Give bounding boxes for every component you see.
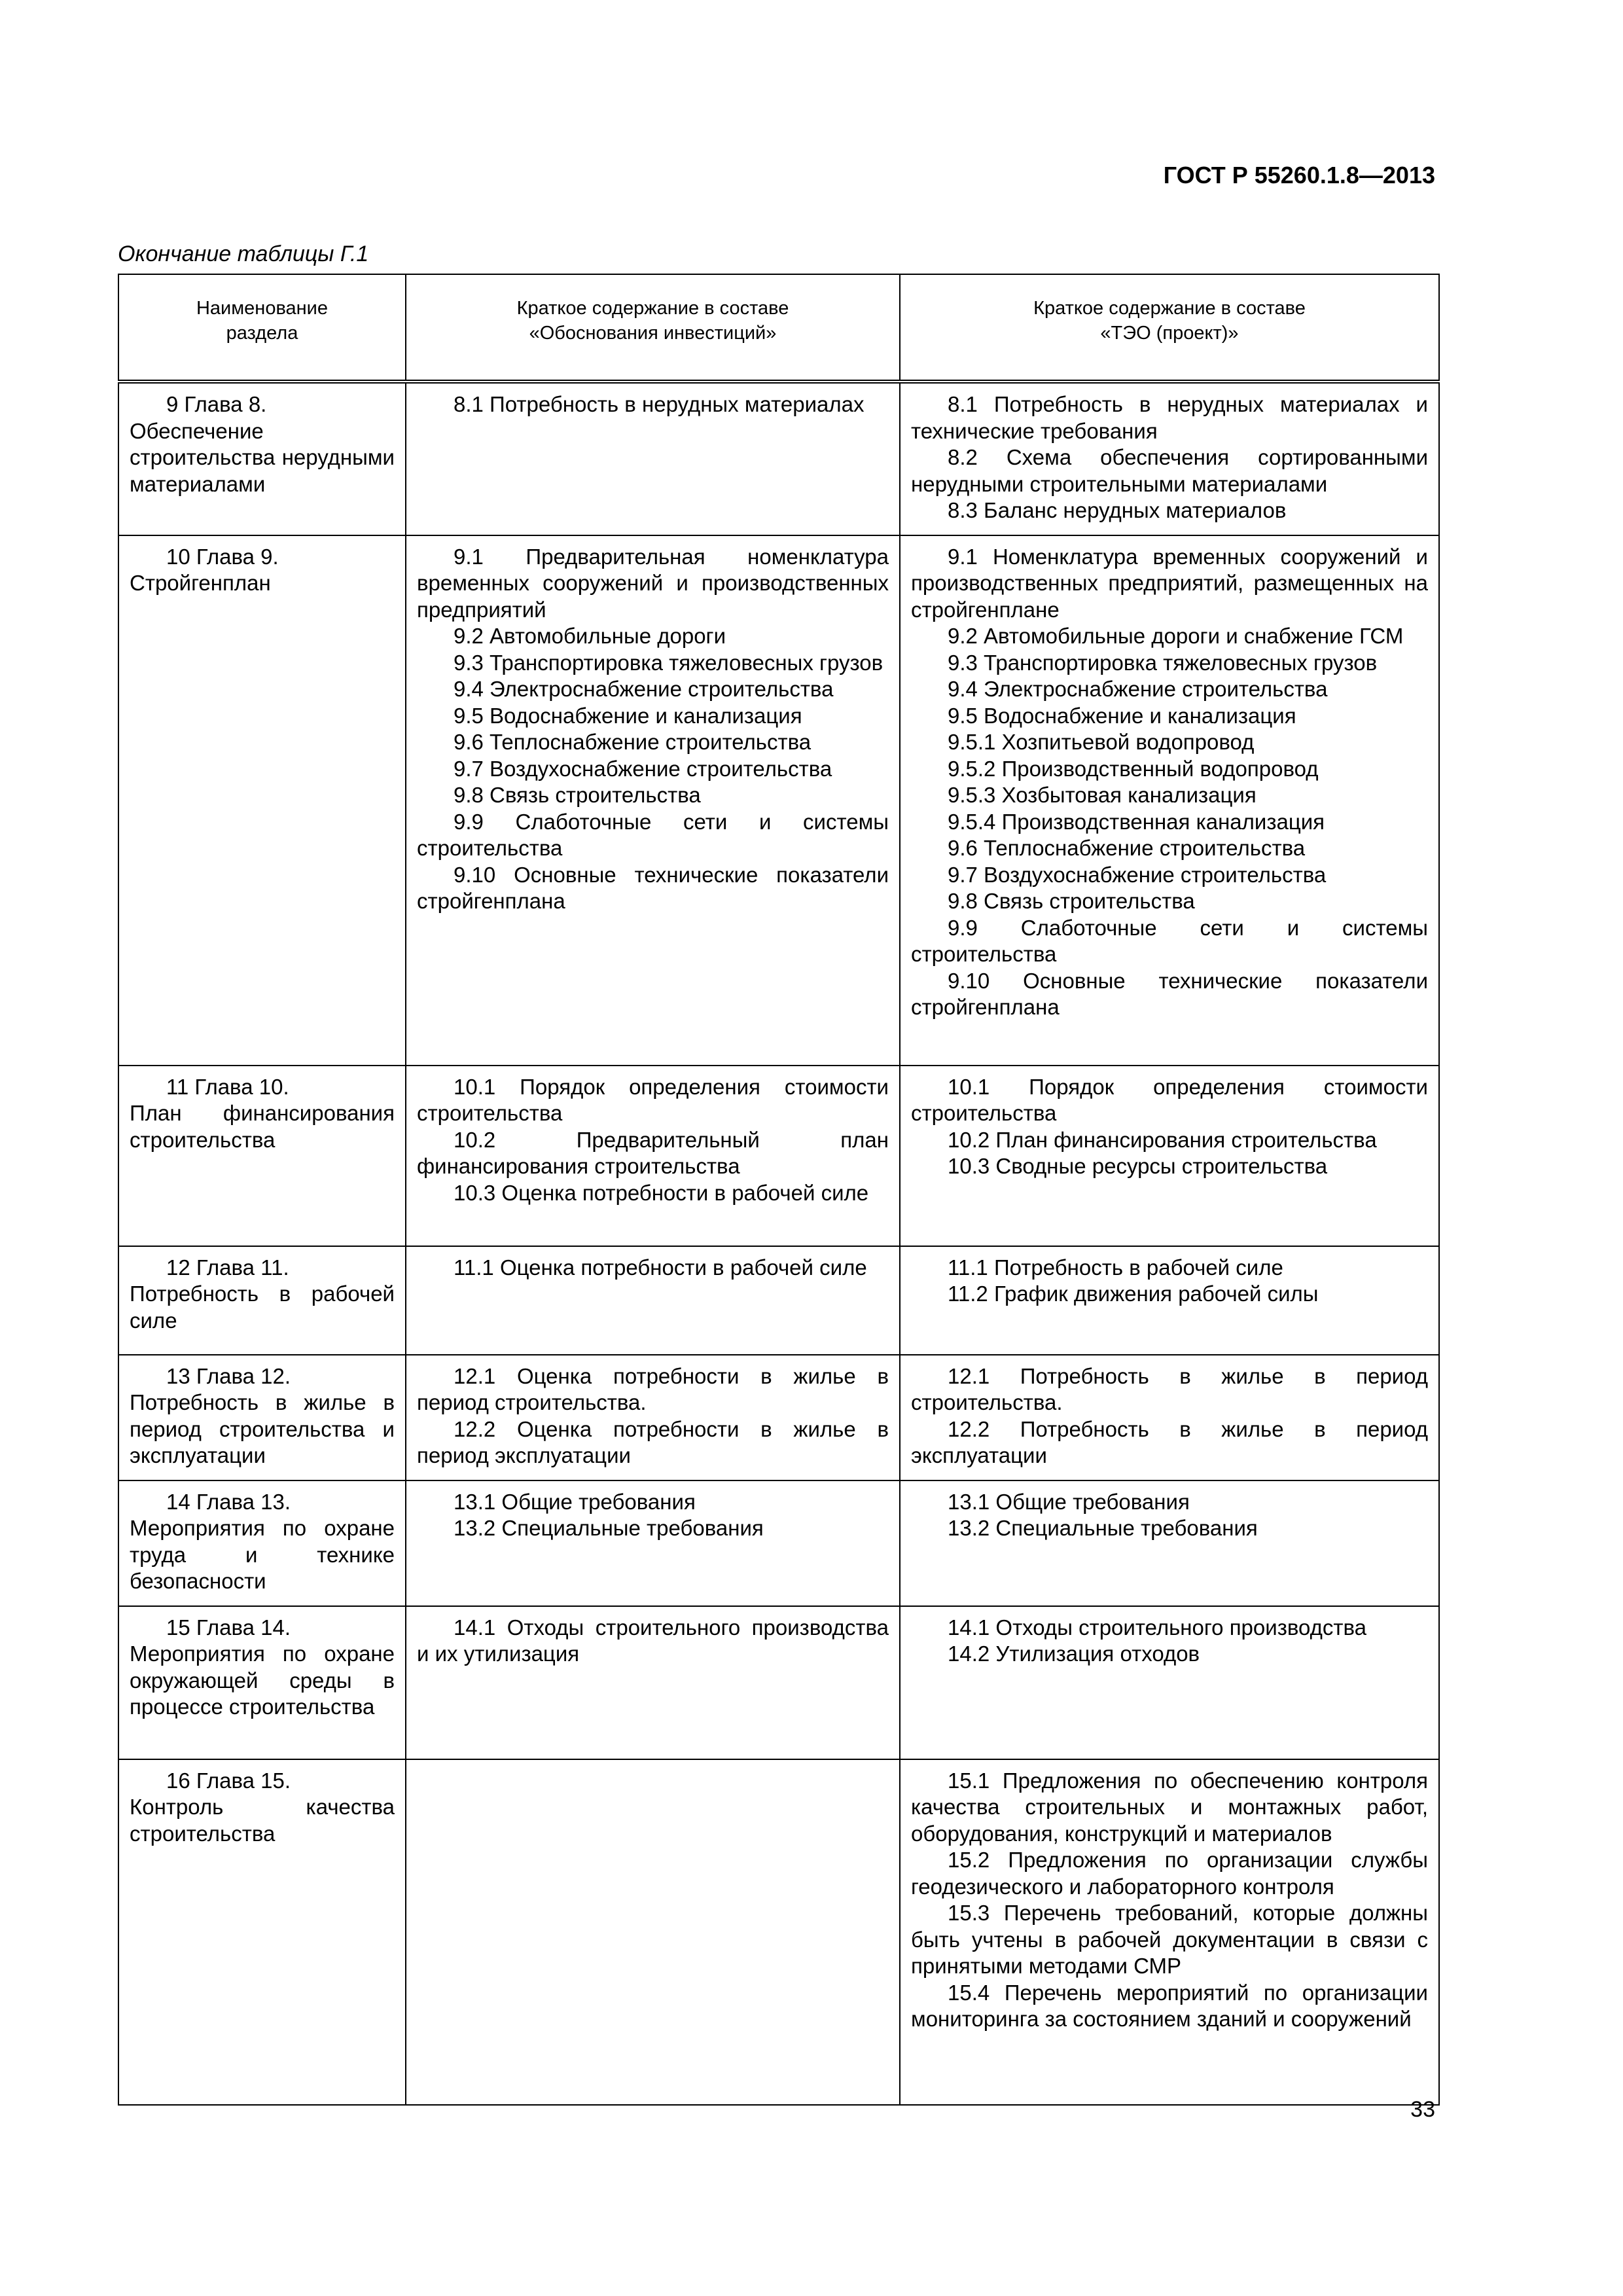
feasibility-item: 13.1 Общие требования [948, 1489, 1190, 1514]
investment-item: 9.9 Слаботочные сети и системы строительства [417, 809, 889, 860]
document-code: ГОСТ Р 55260.1.8—2013 [1163, 162, 1435, 188]
section-number: 11 Глава 10. [166, 1074, 289, 1099]
feasibility-item: 10.3 Сводные ресурсы строительства [948, 1154, 1328, 1178]
investment-item: 9.8 Связь строительства [454, 783, 701, 807]
feasibility-item: 11.1 Потребность в рабочей силе [948, 1255, 1283, 1280]
header-line: Краткое содержание в составе [516, 298, 789, 319]
table-header-row [118, 274, 1439, 382]
feasibility-cell [900, 1480, 1439, 1606]
feasibility-item: 8.1 Потребность в нерудных материалах и технические требования [911, 392, 1428, 443]
feasibility-item: 9.5.4 Производственная канализация [948, 809, 1325, 834]
feasibility-cell [900, 1355, 1439, 1480]
section-cell [118, 1606, 406, 1759]
table-caption: Окончание таблицы Г.1 [118, 242, 369, 266]
feasibility-item: 10.1 Порядок определения стоимости строительства [911, 1074, 1428, 1125]
investment-item: 13.1 Общие требования [454, 1489, 696, 1514]
investment-item: 11.1 Оценка потребности в рабочей силе [454, 1255, 867, 1280]
table-row [118, 1606, 1439, 1759]
investment-item: 9.3 Транспортировка тяжеловесных грузов [454, 650, 883, 675]
investment-cell [406, 1066, 900, 1246]
feasibility-item: 10.2 План финансирования строительства [948, 1127, 1377, 1152]
investment-item: 12.1 Оценка потребности в жилье в период строительства. [417, 1363, 889, 1414]
investment-item: 9.10 Основные технические показатели стройгенплана [417, 862, 889, 913]
feasibility-item: 9.4 Электроснабжение строительства [948, 677, 1328, 701]
feasibility-item: 13.2 Специальные требования [948, 1516, 1258, 1540]
feasibility-item: 9.10 Основные технические показатели стройгенплана [911, 968, 1428, 1019]
section-title: План финансирования строительства [130, 1101, 395, 1152]
feasibility-item: 9.5.3 Хозбытовая канализация [948, 783, 1257, 807]
sections-table [118, 274, 1440, 2106]
column-header-feasibility [900, 274, 1439, 382]
section-title: Стройгенплан [130, 571, 271, 595]
investment-cell [406, 1480, 900, 1606]
section-cell [118, 535, 406, 1066]
section-cell [118, 1066, 406, 1246]
section-cell [118, 1246, 406, 1355]
investment-item: 8.1 Потребность в нерудных материалах [454, 392, 865, 416]
investment-item: 9.1 Предварительная номенклатура временных сооружений и производственных предприятий [417, 544, 889, 622]
feasibility-item: 8.2 Схема обеспечения сортированными нерудными строительными материалами [911, 445, 1428, 496]
section-number: 16 Глава 15. [166, 1768, 291, 1793]
section-title: Мероприятия по охране труда и технике безопасности [130, 1516, 395, 1593]
feasibility-item: 15.4 Перечень мероприятий по организации мониторинга за состоянием зданий и сооружений [911, 1980, 1428, 2031]
table-row [118, 535, 1439, 1066]
investment-item: 14.1 Отходы строительного производства и их утилизация [417, 1615, 889, 1666]
header-line: Краткое содержание в составе [1033, 298, 1306, 319]
investment-cell [406, 1355, 900, 1480]
feasibility-item: 12.1 Потребность в жилье в период строительства. [911, 1363, 1428, 1414]
investment-item: 12.2 Оценка потребности в жилье в период эксплуатации [417, 1416, 889, 1467]
feasibility-item: 9.5.1 Хозпитьевой водопровод [948, 730, 1255, 754]
investment-item: 9.2 Автомобильные дороги [454, 624, 726, 648]
feasibility-item: 9.5.2 Производственный водопровод [948, 756, 1319, 781]
section-title: Потребность в рабочей силе [130, 1282, 395, 1333]
table-row [118, 1355, 1439, 1480]
feasibility-item: 9.5 Водоснабжение и канализация [948, 703, 1296, 728]
table-row [118, 1759, 1439, 2105]
investment-cell [406, 535, 900, 1066]
feasibility-item: 14.2 Утилизация отходов [948, 1641, 1200, 1666]
header-line: «ТЭО (проект)» [1100, 323, 1239, 344]
section-cell [118, 1480, 406, 1606]
investment-item: 9.7 Воздухоснабжение строительства [454, 756, 832, 781]
section-number: 15 Глава 14. [166, 1615, 291, 1640]
feasibility-item: 9.2 Автомобильные дороги и снабжение ГСМ [948, 624, 1404, 648]
feasibility-cell [900, 382, 1439, 535]
section-number: 10 Глава 9. [166, 544, 279, 569]
investment-cell [406, 1606, 900, 1759]
investment-cell [406, 1759, 900, 2105]
investment-item: 10.3 Оценка потребности в рабочей силе [454, 1180, 869, 1205]
feasibility-item: 15.3 Перечень требований, которые должны быть учтены в рабочей документации в связи с принятыми методами СМР [911, 1901, 1428, 1978]
feasibility-item: 9.6 Теплоснабжение строительства [948, 836, 1306, 860]
feasibility-cell [900, 1066, 1439, 1246]
section-number: 12 Глава 11. [166, 1255, 289, 1280]
section-number: 13 Глава 12. [166, 1363, 291, 1388]
section-cell [118, 1355, 406, 1480]
feasibility-item: 15.1 Предложения по обеспечению контроля качества строительных и монтажных работ, оборудования, конструкций и материалов [911, 1768, 1428, 1846]
feasibility-item: 15.2 Предложения по организации службы геодезического и лабораторного контроля [911, 1848, 1428, 1899]
section-cell [118, 382, 406, 535]
section-number: 9 Глава 8. [166, 392, 267, 416]
table-row [118, 1480, 1439, 1606]
feasibility-cell [900, 1759, 1439, 2105]
section-title: Мероприятия по охране окружающей среды в процессе строительства [130, 1641, 395, 1719]
feasibility-item: 11.2 График движения рабочей силы [948, 1282, 1319, 1306]
feasibility-item: 9.1 Номенклатура временных сооружений и производственных предприятий, размещенных на стройгенплане [911, 544, 1428, 622]
investment-item: 10.1 Порядок определения стоимости строительства [417, 1074, 889, 1125]
feasibility-item: 9.9 Слаботочные сети и системы строительства [911, 915, 1428, 966]
feasibility-cell [900, 1246, 1439, 1355]
page-number: 33 [1410, 2097, 1435, 2122]
feasibility-item: 9.3 Транспортировка тяжеловесных грузов [948, 650, 1378, 675]
header-line: «Обоснования инвестиций» [529, 323, 777, 344]
feasibility-item: 12.2 Потребность в жилье в период эксплуатации [911, 1416, 1428, 1467]
investment-item: 9.4 Электроснабжение строительства [454, 677, 834, 701]
feasibility-item: 9.7 Воздухоснабжение строительства [948, 862, 1327, 887]
investment-item: 13.2 Специальные требования [454, 1516, 764, 1540]
section-number: 14 Глава 13. [166, 1489, 291, 1514]
feasibility-item: 14.1 Отходы строительного производства [948, 1615, 1367, 1640]
investment-item: 9.6 Теплоснабжение строительства [454, 730, 812, 754]
table-row [118, 1066, 1439, 1246]
feasibility-item: 9.8 Связь строительства [948, 889, 1195, 913]
section-cell [118, 1759, 406, 2105]
header-line: Наименование [196, 298, 329, 319]
investment-cell [406, 1246, 900, 1355]
investment-cell [406, 382, 900, 535]
table-row [118, 1246, 1439, 1355]
column-header-section [118, 274, 406, 382]
section-title: Контроль качества строительства [130, 1795, 395, 1846]
feasibility-cell [900, 1606, 1439, 1759]
header-line: раздела [226, 323, 298, 344]
table-body [118, 382, 1439, 2105]
table-row [118, 382, 1439, 535]
feasibility-cell [900, 535, 1439, 1066]
investment-item: 10.2 Предварительный план финансирования строительства [417, 1127, 889, 1178]
feasibility-item: 8.3 Баланс нерудных материалов [948, 498, 1287, 522]
section-title: Обеспечение строительства нерудными материалами [130, 418, 395, 496]
section-title: Потребность в жилье в период строительства и эксплуатации [130, 1390, 395, 1467]
column-header-investment [406, 274, 900, 382]
investment-item: 9.5 Водоснабжение и канализация [454, 703, 802, 728]
